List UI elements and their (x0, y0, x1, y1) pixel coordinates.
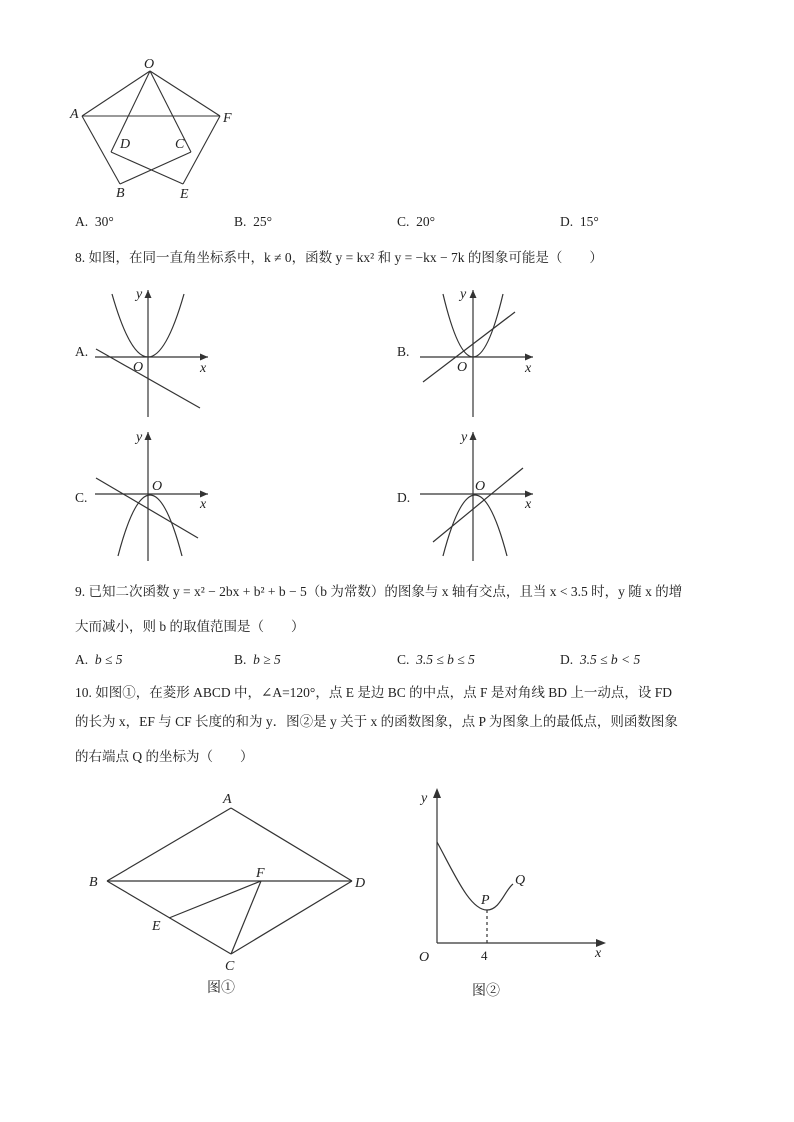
q10-figure-2-graph (410, 780, 620, 1005)
q8-option-c-label[interactable]: C. (75, 490, 88, 505)
q7-label-c: C (175, 137, 185, 152)
q9-option-b[interactable]: B. b ≥ 5 (234, 652, 281, 667)
q8-a-x-label: x (200, 361, 207, 376)
fig2-q-label: Q (515, 873, 526, 888)
fig1-label-c: C (225, 959, 235, 974)
q8-d-origin-label: O (475, 479, 486, 494)
q8-b-y-label: y (460, 287, 467, 302)
q7-option-c[interactable]: C. 20° (397, 214, 436, 229)
q8-a-y-label: y (136, 287, 143, 302)
q8-a-origin-label: O (133, 360, 144, 375)
q7-label-a: A (70, 107, 79, 122)
q8-d-x-label: x (525, 497, 532, 512)
fig2-y-label: y (421, 791, 428, 806)
q7-label-o: O (144, 57, 155, 72)
fig2-p-label: P (481, 893, 490, 908)
q10-figure-1-rhombus (80, 780, 380, 1005)
q8-option-a-label[interactable]: A. (75, 344, 89, 359)
q8-graph-c[interactable] (90, 426, 215, 566)
q9-option-c[interactable]: C. 3.5 ≤ b ≤ 5 (397, 652, 475, 667)
fig2-x-label: x (595, 946, 602, 961)
q7-figure (70, 57, 240, 210)
q8-d-y-label: y (461, 430, 468, 445)
q7-label-e: E (180, 187, 189, 202)
fig1-label-a: A (223, 792, 232, 807)
q9-option-a[interactable]: A. b ≤ 5 (75, 652, 123, 667)
q9-question-line2: 大而减小，则 b 的取值范围是（ ） (75, 619, 305, 634)
q10-question-line2: 的长为 x，EF 与 CF 长度的和为 y．图②是 y 关于 x 的函数图象，点 P 为图象上的最低点，则函数图象 (75, 714, 678, 729)
q8-graph-a[interactable] (90, 282, 215, 422)
q7-label-b: B (116, 186, 125, 201)
fig2-caption: 图② (472, 984, 500, 999)
q7-label-f: F (223, 111, 232, 126)
q8-c-x-label: x (200, 497, 207, 512)
q8-b-x-label: x (525, 361, 532, 376)
fig2-origin-label: O (419, 950, 430, 965)
q9-option-d[interactable]: D. 3.5 ≤ b < 5 (560, 652, 641, 667)
q9-question-line1: 9. 已知二次函数 y = x² − 2bx + b² + b − 5（b 为常数）的图象与 x 轴有交点，且当 x < 3.5 时，y 随 x 的增 (75, 584, 683, 599)
q10-question-line1: 10. 如图①，在菱形 ABCD 中，∠A=120°，点 E 是边 BC 的中点，点 F 是对角线 BD 上一动点，设 FD (75, 685, 672, 700)
q7-label-d: D (120, 137, 131, 152)
q7-option-d[interactable]: D. 15° (560, 214, 599, 229)
q7-option-b[interactable]: B. 25° (234, 214, 273, 229)
q8-graph-d[interactable] (415, 426, 540, 566)
q8-b-origin-label: O (457, 360, 468, 375)
fig1-label-b: B (89, 875, 98, 890)
fig2-tick-4: 4 (481, 948, 488, 963)
q8-option-d-label[interactable]: D. (397, 490, 411, 505)
q8-c-y-label: y (136, 430, 143, 445)
q8-graph-b[interactable] (415, 282, 540, 422)
fig1-label-f: F (256, 866, 265, 881)
q8-question: 8. 如图，在同一直角坐标系中，k ≠ 0，函数 y = kx² 和 y = −kx − 7k 的图象可能是（ ） (75, 250, 603, 265)
fig1-caption: 图① (207, 981, 235, 996)
q8-option-b-label[interactable]: B. (397, 344, 410, 359)
q7-option-a[interactable]: A. 30° (75, 214, 114, 229)
q10-question-line3: 的右端点 Q 的坐标为（ ） (75, 749, 254, 764)
fig1-label-e: E (152, 919, 161, 934)
q8-c-origin-label: O (152, 479, 163, 494)
fig1-label-d: D (355, 876, 366, 891)
